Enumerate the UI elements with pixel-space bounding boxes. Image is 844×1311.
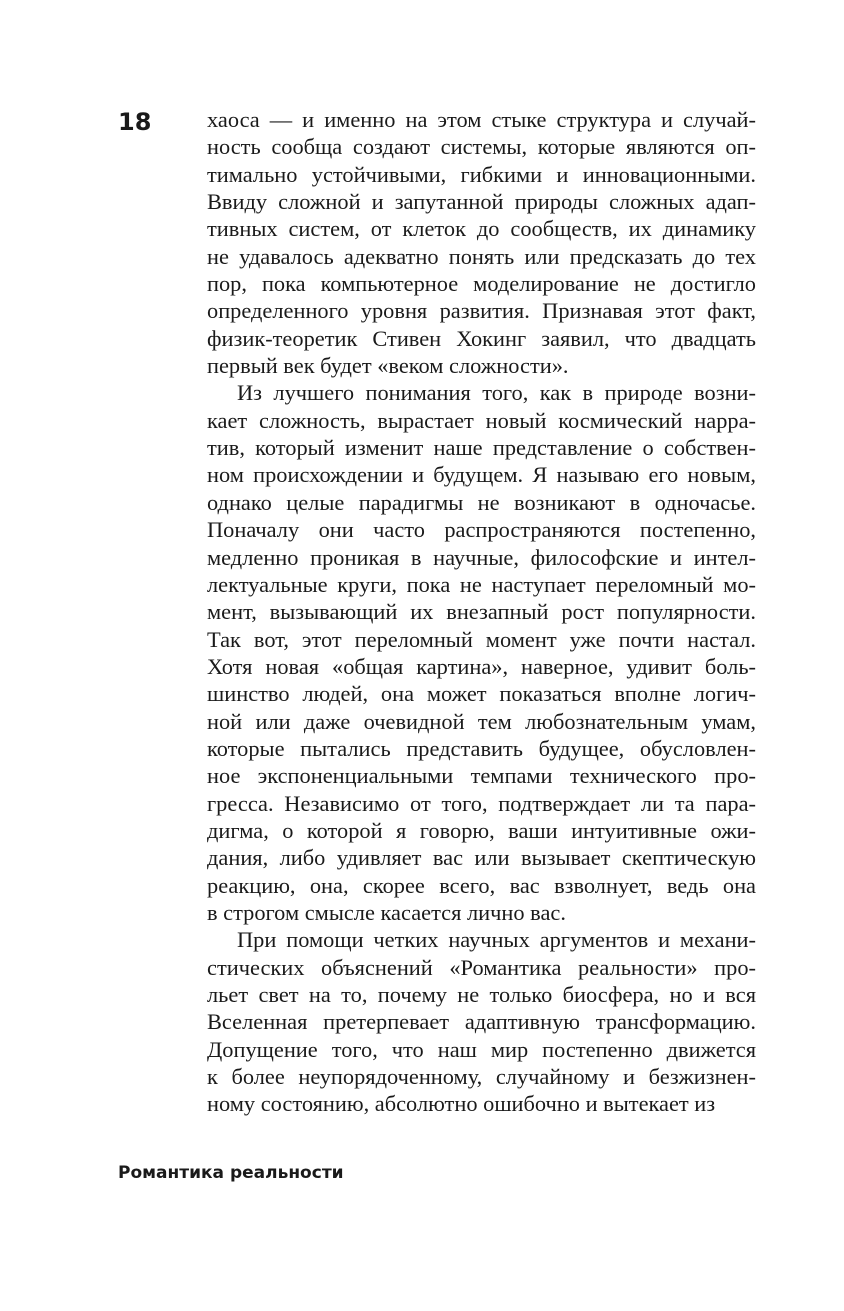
paragraph-1 xyxy=(207,106,756,379)
text-line: Поначалу они часто распространяются постепенно, xyxy=(207,517,756,543)
text-line: которые пытались представить будущее, обусловлен- xyxy=(207,735,756,761)
text-line: ность сообща создают системы, которые являются оп- xyxy=(207,134,756,160)
text-line: реакцию, она, скорее всего, вас взволнует, ведь она xyxy=(207,872,756,898)
paragraph-2 xyxy=(207,379,756,926)
text-line: шинство людей, она может показаться вполне логич- xyxy=(207,681,756,707)
text-line: к более неупорядоченному, случайному и безжизнен- xyxy=(207,1064,756,1090)
text-line: дигма, о которой я говорю, ваши интуитивные ожи- xyxy=(207,817,756,843)
text-line: пор, пока компьютерное моделирование не достигло xyxy=(207,271,756,297)
body-text xyxy=(207,106,756,1118)
text-line: ной или даже очевидной тем любознательным умам, xyxy=(207,708,756,734)
text-line: тивных систем, от клеток до сообществ, их динамику xyxy=(207,216,756,242)
text-line: Так вот, этот переломный момент уже почти настал. xyxy=(207,626,756,652)
text-line: Из лучшего понимания того, как в природе возни- xyxy=(237,380,756,406)
text-line: медленно проникая в научные, философские и интел- xyxy=(207,544,756,570)
text-line: лектуальные круги, пока не наступает переломный мо- xyxy=(207,571,756,597)
text-line: Вселенная претерпевает адаптивную трансформацию. xyxy=(207,1009,756,1035)
text-line: дания, либо удивляет вас или вызывает скептическую xyxy=(207,845,756,871)
text-line: определенного уровня развития. Признавая этот факт, xyxy=(207,298,756,324)
text-line: первый век будет «веком сложности». xyxy=(207,353,569,379)
text-line: не удавалось адекватно понять или предсказать до тех xyxy=(207,243,756,269)
text-line: Хотя новая «общая картина», наверное, удивит боль- xyxy=(207,653,756,679)
text-line: в строгом смысле касается лично вас. xyxy=(207,899,566,925)
text-line: физик-теоретик Стивен Хокинг заявил, что двадцать xyxy=(207,325,756,351)
text-line: тимально устойчивыми, гибкими и инновационными. xyxy=(207,161,756,187)
paragraph-3 xyxy=(207,926,756,1117)
text-line: мент, вызывающий их внезапный рост популярности. xyxy=(207,599,756,625)
running-footer-book-title: Романтика реальности xyxy=(118,1163,344,1183)
page-number: 18 xyxy=(118,108,152,136)
text-line: ному состоянию, абсолютно ошибочно и вытекает из xyxy=(207,1091,716,1117)
text-line: Ввиду сложной и запутанной природы сложных адап- xyxy=(207,189,756,215)
text-line: льет свет на то, почему не только биосфера, но и вся xyxy=(207,982,756,1007)
text-line: однако целые парадигмы не возникают в одночасье. xyxy=(207,489,756,515)
text-line: хаоса — и именно на этом стыке структура и случай- xyxy=(207,107,756,132)
text-line: кает сложность, вырастает новый космический нарра- xyxy=(207,407,756,433)
text-line: тив, который изменит наше представление о собствен- xyxy=(207,435,756,461)
text-line: стических объяснений «Романтика реальности» про- xyxy=(207,954,756,980)
text-line: ном происхождении и будущем. Я называю его новым, xyxy=(207,462,756,488)
text-line: При помощи четких научных аргументов и механи- xyxy=(237,927,756,953)
text-line: гресса. Независимо от того, подтверждает ли та пара- xyxy=(207,790,756,816)
text-line: Допущение того, что наш мир постепенно движется xyxy=(207,1036,756,1062)
text-line: ное экспоненциальными темпами технического про- xyxy=(207,763,756,789)
